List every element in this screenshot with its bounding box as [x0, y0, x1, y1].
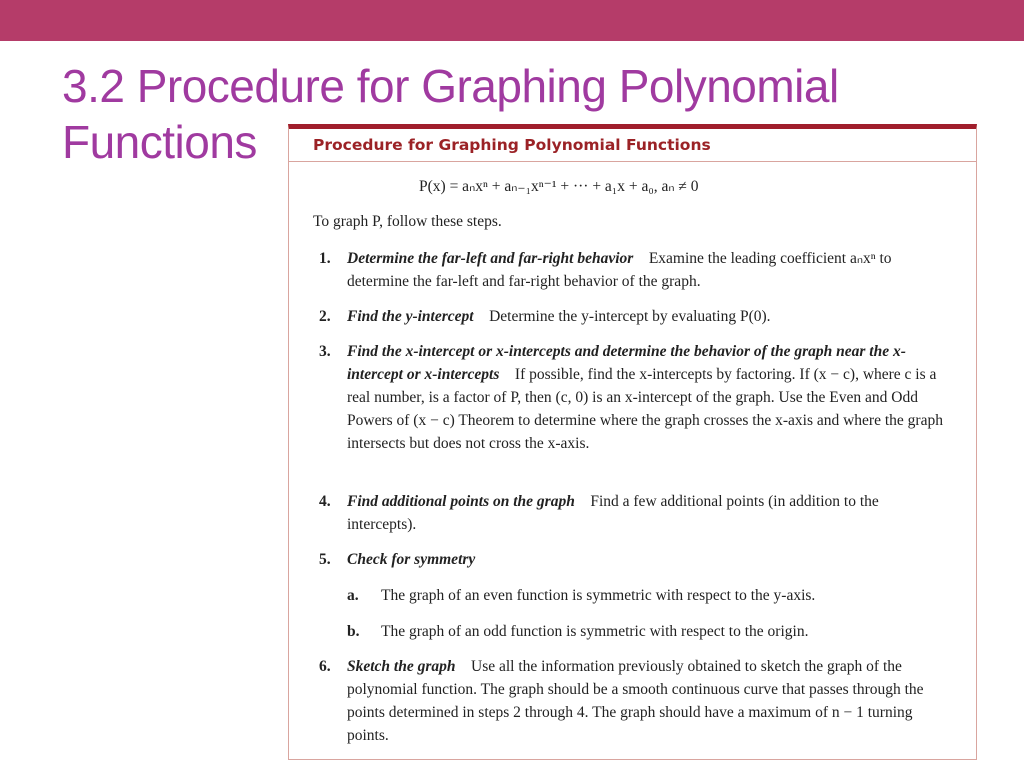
step-number: 1. [319, 250, 331, 267]
step-heading: Determine the far-left and far-right behavior [347, 250, 634, 267]
intro-text: To graph P, follow these steps. [313, 213, 502, 230]
step-5a [347, 584, 947, 607]
step-5 [319, 548, 949, 571]
step-number: 3. [319, 343, 331, 360]
step-5b [347, 620, 947, 643]
procedure-box [288, 124, 977, 760]
procedure-box-header: Procedure for Graphing Polynomial Functions [289, 129, 976, 162]
step-text: Examine the leading coefficient aₙxⁿ to determine the far-left and far-right behavior of the graph. [347, 250, 892, 290]
step-heading: Find the x-intercept or x-intercepts and determine the behavior of the graph near the x-intercept or x-intercepts [347, 343, 906, 383]
slide-title: 3.2 Procedure for Graphing Polynomial Functions [62, 60, 839, 168]
step-2 [319, 305, 949, 328]
sub-text: The graph of an odd function is symmetric with respect to the origin. [381, 623, 809, 640]
step-1 [319, 247, 949, 293]
step-heading: Check for symmetry [347, 551, 476, 568]
sub-text: The graph of an even function is symmetric with respect to the y-axis. [381, 587, 816, 604]
step-heading: Find additional points on the graph [347, 493, 575, 510]
sub-letter: a. [347, 587, 359, 604]
step-text: Use all the information previously obtained to sketch the graph of the polynomial function. The graph should be a smooth continuous curve that passes through the points determined in steps 2 through 4. The graph should have a maximum of n − 1 turning points. [347, 658, 924, 744]
step-6 [319, 655, 949, 747]
step-text: If possible, find the x-intercepts by factoring. If (x − c), where c is a real number, is a factor of P, then (c, 0) is an x-intercept of the graph. Use the Even and Odd Powers of (x − c) Theorem to determine where the graph crosses the x-axis and where the graph intersects but does not cross the x-axis. [347, 366, 943, 452]
step-number: 6. [319, 658, 331, 675]
step-number: 5. [319, 551, 331, 568]
sub-letter: b. [347, 623, 360, 640]
step-number: 4. [319, 493, 331, 510]
polynomial-formula: P(x) = aₙxⁿ + aₙ₋₁xⁿ⁻¹ + ··· + a₁x + a₀, aₙ ≠ 0 [419, 178, 699, 195]
step-text: Determine the y-intercept by evaluating P(0). [489, 308, 771, 325]
step-heading: Sketch the graph [347, 658, 456, 675]
step-heading: Find the y-intercept [347, 308, 474, 325]
step-number: 2. [319, 308, 331, 325]
step-4 [319, 490, 949, 536]
top-accent-bar [0, 0, 1024, 41]
step-text: Find a few additional points (in addition to the intercepts). [347, 493, 879, 533]
step-3 [319, 340, 949, 455]
